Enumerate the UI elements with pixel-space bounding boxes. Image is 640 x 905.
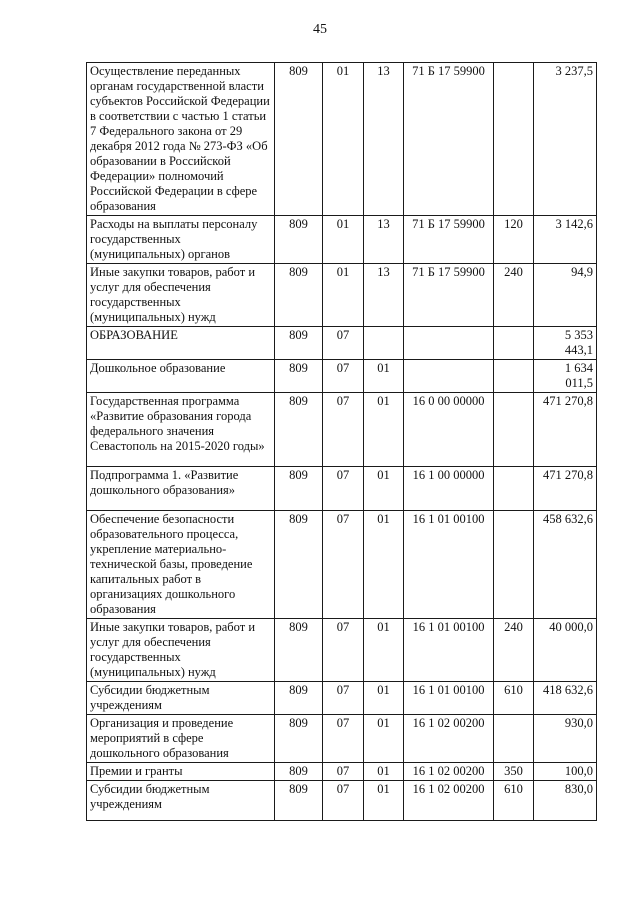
row-amount-cell: 5 353 443,1 [534,327,597,360]
row-section-code-cell: 01 [323,216,364,264]
row-name-cell: Дошкольное образование [87,360,275,393]
row-expense-type-cell: 240 [494,264,534,327]
table-row [87,360,597,393]
row-name-cell: Обеспечение безопасности образовательного процесса, укрепление материально-технической базы, проведение капитальных работ в организациях дошкольного образования [87,511,275,619]
row-subsection-code-cell: 01 [364,511,404,619]
row-ministry-code-cell: 809 [275,264,323,327]
row-expense-type-cell [494,327,534,360]
table-row [87,264,597,327]
row-target-article-cell [404,327,494,360]
row-amount-cell: 471 270,8 [534,467,597,511]
table-row [87,511,597,619]
table-row [87,327,597,360]
row-subsection-code-cell: 01 [364,763,404,781]
row-name-cell: Расходы на выплаты персоналу государственных (муниципальных) органов [87,216,275,264]
row-target-article-cell: 16 1 01 00100 [404,682,494,715]
row-amount-cell: 3 142,6 [534,216,597,264]
row-section-code-cell: 01 [323,264,364,327]
row-ministry-code-cell: 809 [275,715,323,763]
row-ministry-code-cell: 809 [275,511,323,619]
row-ministry-code-cell: 809 [275,781,323,821]
row-target-article-cell: 71 Б 17 59900 [404,63,494,216]
row-subsection-code-cell: 01 [364,682,404,715]
row-amount-cell: 1 634 011,5 [534,360,597,393]
row-section-code-cell: 07 [323,467,364,511]
budget-table [86,62,597,821]
row-name-cell: Субсидии бюджетным учреждениям [87,682,275,715]
row-subsection-code-cell: 13 [364,216,404,264]
row-target-article-cell: 16 1 02 00200 [404,715,494,763]
budget-table-body [87,63,597,821]
row-ministry-code-cell: 809 [275,619,323,682]
row-name-cell: Субсидии бюджетным учреждениям [87,781,275,821]
row-expense-type-cell [494,360,534,393]
row-section-code-cell: 07 [323,393,364,467]
row-target-article-cell: 16 1 01 00100 [404,511,494,619]
row-expense-type-cell [494,63,534,216]
row-amount-cell: 40 000,0 [534,619,597,682]
row-name-cell: Организация и проведение мероприятий в сфере дошкольного образования [87,715,275,763]
row-subsection-code-cell: 01 [364,467,404,511]
row-name-cell: Государственная программа «Развитие образования города федерального значения Севастополь на 2015-2020 годы» [87,393,275,467]
row-ministry-code-cell: 809 [275,63,323,216]
table-row [87,63,597,216]
row-amount-cell: 458 632,6 [534,511,597,619]
row-expense-type-cell [494,467,534,511]
row-subsection-code-cell: 01 [364,619,404,682]
row-subsection-code-cell: 13 [364,63,404,216]
row-section-code-cell: 07 [323,781,364,821]
row-section-code-cell: 01 [323,63,364,216]
row-ministry-code-cell: 809 [275,763,323,781]
page-number: 45 [313,22,327,37]
row-name-cell: Осуществление переданных органам государственной власти субъектов Российской Федерации в соответствии с частью 1 статьи 7 Федерального закона от 29 декабря 2012 года № 273-ФЗ «Об образовании в Российской Федерации» полномочий Российской Федерации в сфере образования [87,63,275,216]
row-name-cell: Премии и гранты [87,763,275,781]
row-amount-cell: 471 270,8 [534,393,597,467]
table-row [87,763,597,781]
table-row [87,393,597,467]
row-section-code-cell: 07 [323,619,364,682]
row-expense-type-cell [494,511,534,619]
row-name-cell: Иные закупки товаров, работ и услуг для обеспечения государственных (муниципальных) нужд [87,264,275,327]
row-target-article-cell: 71 Б 17 59900 [404,264,494,327]
row-ministry-code-cell: 809 [275,467,323,511]
table-row [87,467,597,511]
table-row [87,619,597,682]
row-subsection-code-cell [364,327,404,360]
table-row [87,216,597,264]
row-amount-cell: 418 632,6 [534,682,597,715]
row-section-code-cell: 07 [323,360,364,393]
row-ministry-code-cell: 809 [275,360,323,393]
row-expense-type-cell: 120 [494,216,534,264]
row-ministry-code-cell: 809 [275,682,323,715]
row-section-code-cell: 07 [323,682,364,715]
row-ministry-code-cell: 809 [275,216,323,264]
row-expense-type-cell: 610 [494,682,534,715]
table-row [87,682,597,715]
row-target-article-cell: 16 1 00 00000 [404,467,494,511]
row-subsection-code-cell: 01 [364,781,404,821]
row-expense-type-cell: 240 [494,619,534,682]
row-amount-cell: 830,0 [534,781,597,821]
row-target-article-cell: 16 1 02 00200 [404,781,494,821]
row-subsection-code-cell: 01 [364,393,404,467]
row-expense-type-cell: 610 [494,781,534,821]
row-section-code-cell: 07 [323,327,364,360]
row-expense-type-cell [494,393,534,467]
row-expense-type-cell [494,715,534,763]
row-ministry-code-cell: 809 [275,327,323,360]
row-name-cell: Подпрограмма 1. «Развитие дошкольного образования» [87,467,275,511]
row-subsection-code-cell: 01 [364,715,404,763]
row-target-article-cell: 16 1 02 00200 [404,763,494,781]
table-row [87,781,597,821]
row-ministry-code-cell: 809 [275,393,323,467]
row-section-code-cell: 07 [323,511,364,619]
table-row [87,715,597,763]
row-target-article-cell: 16 1 01 00100 [404,619,494,682]
row-amount-cell: 94,9 [534,264,597,327]
row-section-code-cell: 07 [323,763,364,781]
row-subsection-code-cell: 01 [364,360,404,393]
row-name-cell: ОБРАЗОВАНИЕ [87,327,275,360]
row-name-cell: Иные закупки товаров, работ и услуг для обеспечения государственных (муниципальных) нужд [87,619,275,682]
row-expense-type-cell: 350 [494,763,534,781]
row-amount-cell: 3 237,5 [534,63,597,216]
row-target-article-cell: 16 0 00 00000 [404,393,494,467]
row-section-code-cell: 07 [323,715,364,763]
row-amount-cell: 100,0 [534,763,597,781]
row-subsection-code-cell: 13 [364,264,404,327]
row-target-article-cell: 71 Б 17 59900 [404,216,494,264]
row-target-article-cell [404,360,494,393]
row-amount-cell: 930,0 [534,715,597,763]
